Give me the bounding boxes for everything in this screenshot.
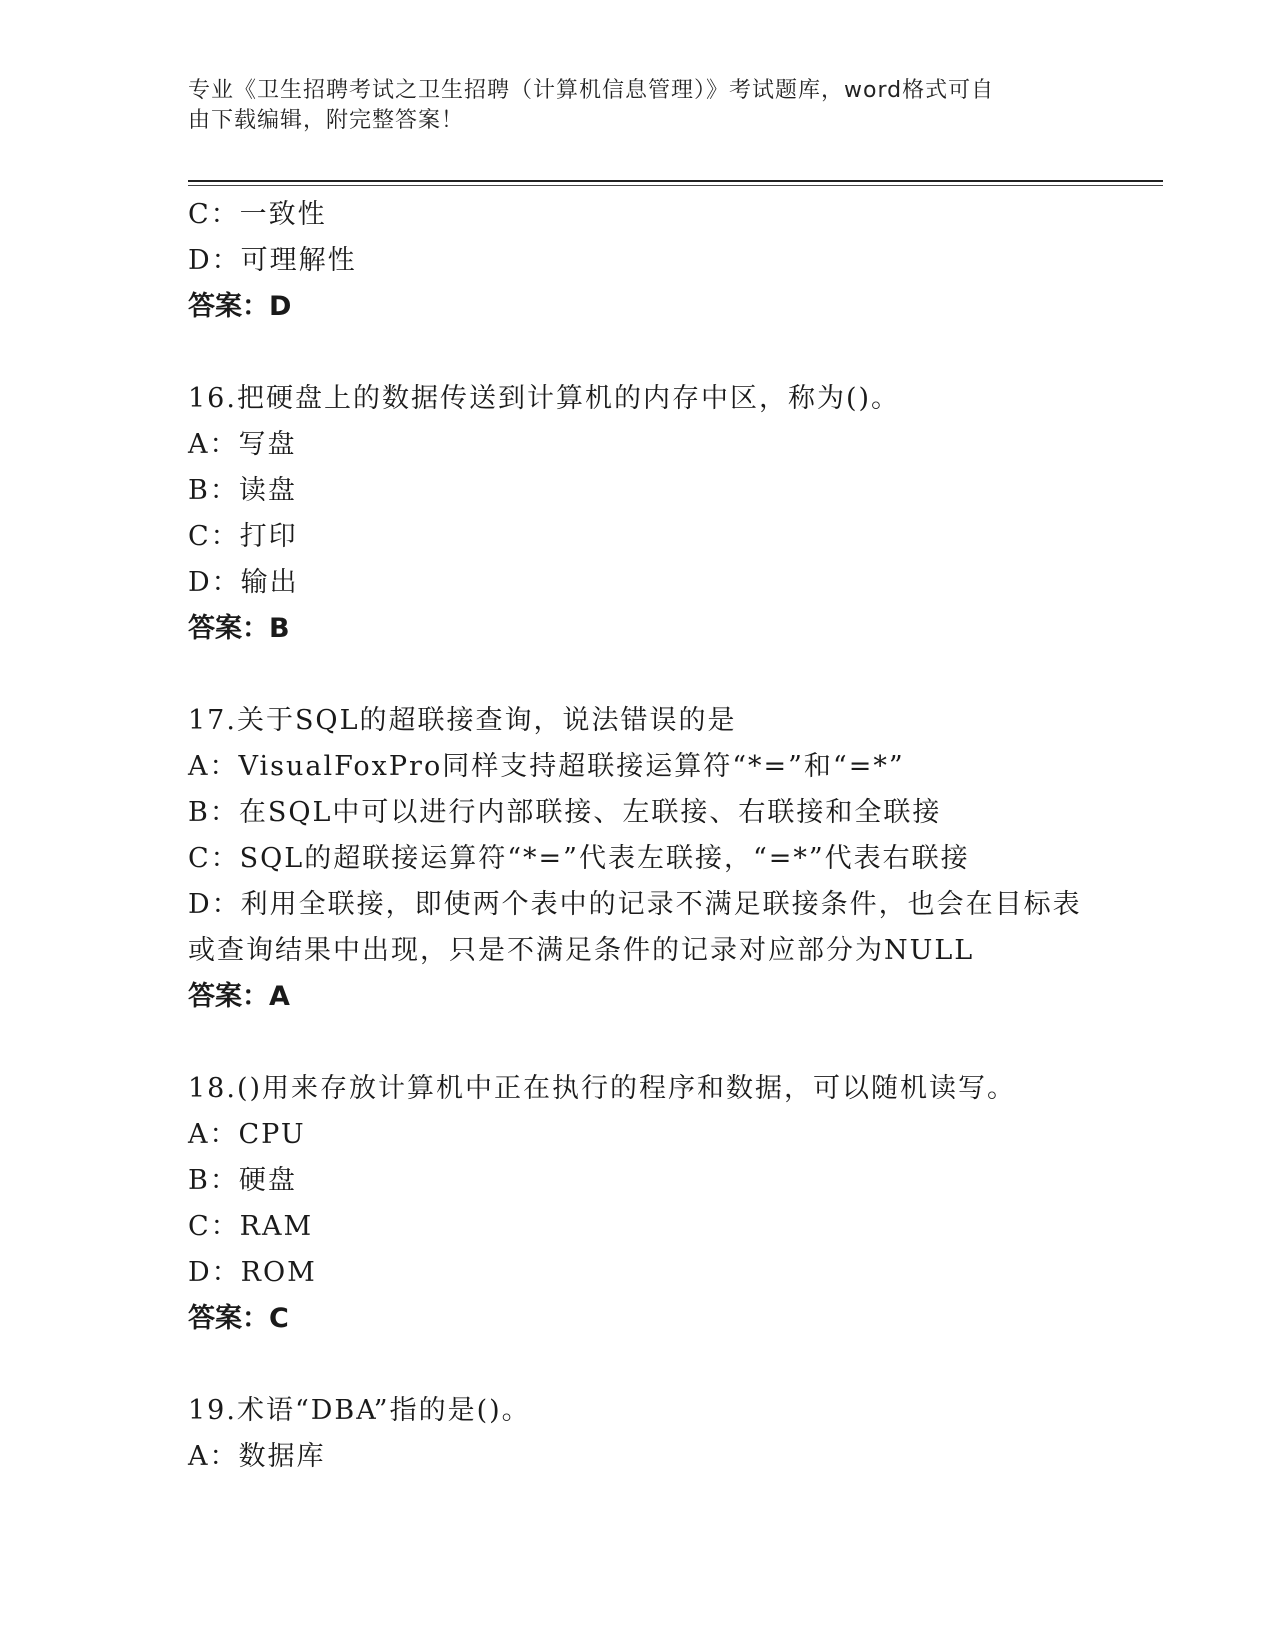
spacer [188, 1020, 1088, 1066]
question-19 [188, 1388, 1088, 1480]
answer-line: 答案：D [188, 291, 292, 322]
answer-line: 答案：A [188, 981, 290, 1012]
spacer [188, 1342, 1088, 1388]
option-d: D：ROM [188, 1257, 317, 1288]
option-a: A：VisualFoxPro同样支持超联接运算符“*=”和“=*” [188, 751, 905, 782]
question-text: 19.术语“DBA”指的是()。 [188, 1395, 531, 1426]
header-rule-thin [188, 185, 1163, 186]
question-text: 18.()用来存放计算机中正在执行的程序和数据，可以随机读写。 [188, 1073, 1017, 1104]
question-prev [188, 192, 1088, 330]
question-text: 16.把硬盘上的数据传送到计算机的内存中区，称为()。 [188, 383, 901, 414]
option-b: B：在SQL中可以进行内部联接、左联接、右联接和全联接 [188, 797, 942, 828]
option-c: C：SQL的超联接运算符“*=”代表左联接，“=*”代表右联接 [188, 843, 970, 874]
option-b: B：读盘 [188, 475, 297, 506]
question-18 [188, 1066, 1088, 1342]
header-rule-thick [188, 180, 1163, 182]
question-text: 17.关于SQL的超联接查询，说法错误的是 [188, 705, 737, 736]
question-17 [188, 698, 1088, 1020]
spacer [188, 330, 1088, 376]
header-line-1: 专业《卫生招聘考试之卫生招聘（计算机信息管理）》考试题库，word格式可自 [188, 78, 995, 103]
option-d: D：可理解性 [188, 245, 357, 276]
option-c: C：一致性 [188, 199, 327, 230]
option-d: D：输出 [188, 567, 299, 598]
answer-line: 答案：C [188, 1303, 289, 1334]
answer-line: 答案：B [188, 613, 290, 644]
option-a: A：写盘 [188, 429, 297, 460]
option-a: A：CPU [188, 1119, 306, 1150]
document-header [188, 76, 1068, 136]
option-c: C：打印 [188, 521, 298, 552]
question-list [188, 192, 1088, 1480]
option-c: C：RAM [188, 1211, 314, 1242]
header-line-2: 由下载编辑，附完整答案！ [188, 108, 465, 133]
option-d-continued: 或查询结果中出现，只是不满足条件的记录对应部分为NULL [188, 935, 975, 966]
option-a: A：数据库 [188, 1441, 326, 1472]
option-d: D：利用全联接，即使两个表中的记录不满足联接条件，也会在目标表 [188, 889, 1082, 920]
option-b: B：硬盘 [188, 1165, 297, 1196]
spacer [188, 652, 1088, 698]
question-16 [188, 376, 1088, 652]
